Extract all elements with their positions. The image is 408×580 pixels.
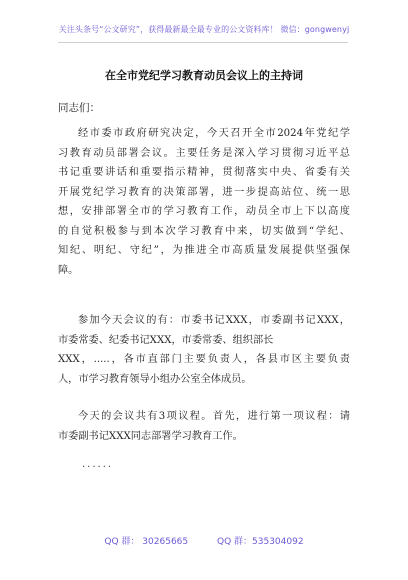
document-title: 在全市党纪学习教育动员会议上的主持词: [105, 69, 303, 82]
paragraph-line: 知纪、明纪、守纪”，为推进全市高质量发展提供坚强保: [58, 245, 350, 256]
paragraph-line: 人，市学习教育领导小组办公室全体成员。: [58, 373, 252, 385]
paragraph-line: 市委常委、纪委书记XXX，市委常委、组织部长: [58, 334, 274, 346]
paragraph-agenda: [58, 407, 350, 446]
paragraph-line: 经市委市政府研究决定，今天召开全市2024年党纪学: [78, 128, 350, 139]
footer-contact: [0, 534, 408, 547]
paragraph-line: 开展党纪学习教育的决策部署，进一步提高站位、统一思: [58, 186, 350, 198]
footer-qq-group-2: QQ 群：535304092: [217, 537, 304, 547]
paragraph-line: 市委副书记XXX同志部署学习教育工作。: [58, 430, 243, 442]
paragraph-line: XXX，.....，各市直部门主要负责人，各县市区主要负责: [58, 354, 350, 365]
paragraph-line: 参加今天会议的有：市委书记XXX，市委副书记XXX，: [78, 315, 350, 326]
paragraph-line: 书记重要讲话和重要指示精神，贯彻落实中央、省委有关: [58, 167, 350, 178]
paragraph-line: 想，安排部署全市的学习教育工作，动员全市上下以高度: [58, 206, 350, 217]
paragraph-line: 今天的会议共有3项议程。首先，进行第一项议程：请: [78, 411, 350, 422]
header-divider: [58, 42, 348, 43]
header-banner: 关注头条号“公文研究”，获得最新最全最专业的公文资料库！ 微信：gongwenyj: [58, 25, 350, 34]
footer-qq-group-1: QQ 群： 30265665: [104, 537, 189, 547]
paragraph-line: 的自觉积极参与到本次学习教育中来，切实做到“学纪、: [58, 225, 350, 237]
paragraph-line: 习教育动员部署会议。主要任务是深入学习贯彻习近平总: [58, 147, 350, 159]
ellipsis: ......: [82, 459, 114, 470]
paragraph-attendees: [58, 311, 350, 389]
paragraph-intro: [58, 124, 350, 280]
salutation: 同志们：: [58, 102, 100, 114]
paragraph-line: 障。: [58, 264, 79, 276]
